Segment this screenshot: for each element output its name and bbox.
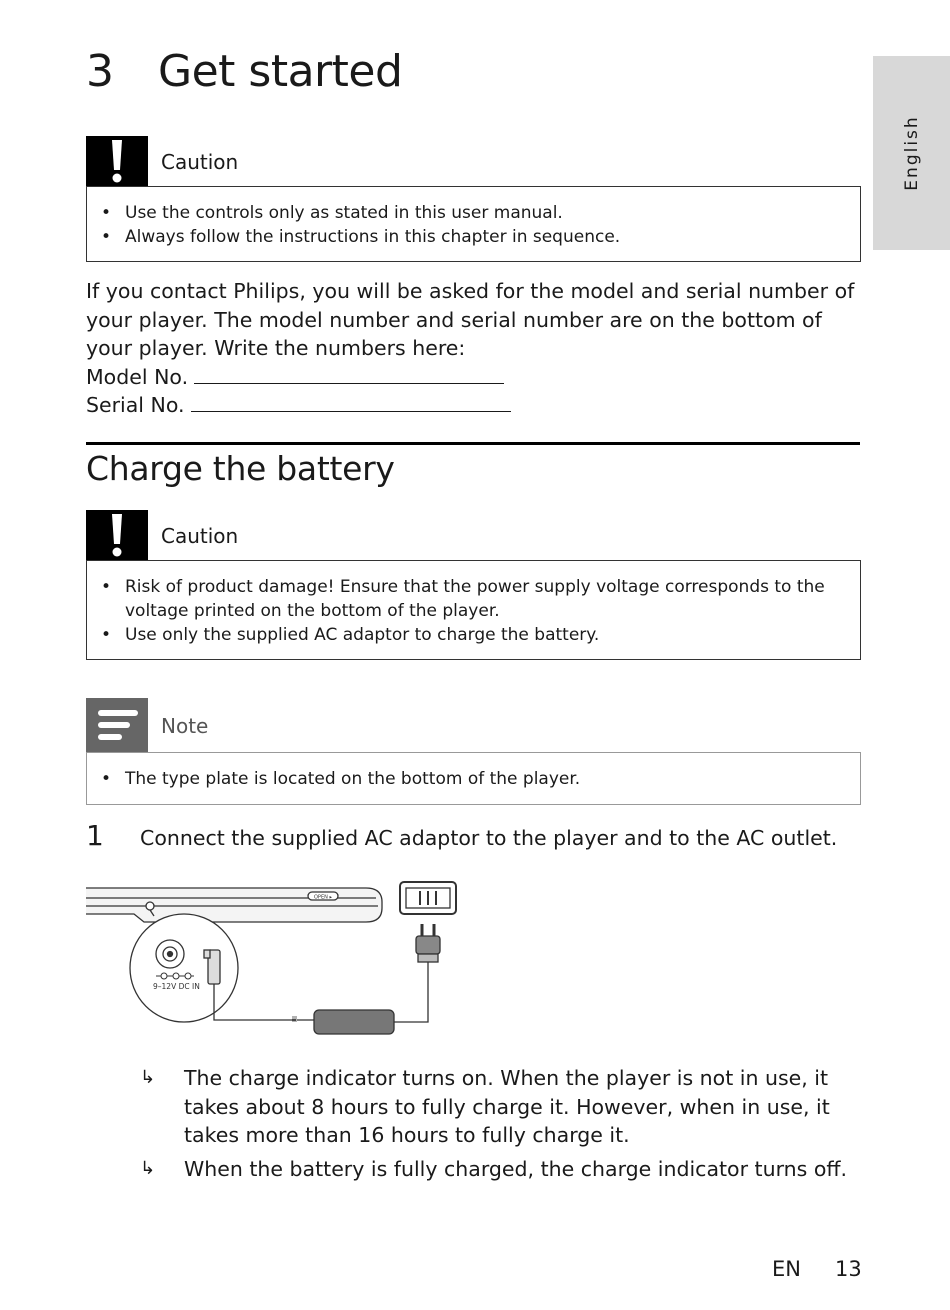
serial-number-line: [191, 391, 511, 412]
footer-language: EN: [772, 1257, 801, 1281]
result-text: When the battery is fully charged, the charge indicator turns off.: [184, 1156, 848, 1181]
caution-box: [86, 186, 861, 262]
note-label: Note: [161, 714, 209, 738]
result-item: [140, 1155, 860, 1184]
section-divider: [86, 442, 860, 445]
intro-paragraph: [86, 277, 856, 420]
caution-icon: [86, 136, 148, 186]
serial-number-row: [86, 391, 856, 420]
model-number-row: [86, 363, 856, 392]
intro-text: If you contact Philips, you will be asked for the model and serial number of your player. The model number and serial number are on the bottom of your player. Write the numbers here:: [86, 279, 855, 361]
list-item: • Use the controls only as stated in this user manual.: [87, 201, 860, 225]
chapter-number: 3: [86, 46, 114, 97]
note-box: [86, 752, 861, 805]
result-list: [140, 1064, 860, 1188]
list-item: • Risk of product damage! Ensure that the power supply voltage corresponds to the voltage printed on the bottom of the player.: [87, 575, 860, 623]
result-arrow-icon: ↳: [140, 1157, 156, 1179]
serial-number-label: Serial No.: [86, 393, 185, 418]
language-tab: [873, 56, 950, 250]
list-item: • Always follow the instructions in this chapter in sequence.: [87, 225, 860, 249]
result-item: [140, 1064, 860, 1150]
result-arrow-icon: ↳: [140, 1067, 156, 1088]
note-icon: [86, 698, 148, 752]
model-number-line: [194, 363, 504, 384]
caution-label: Caution: [161, 524, 239, 548]
open-label: OPEN ▸: [314, 894, 332, 901]
model-number-label: Model No.: [86, 364, 189, 389]
caution-icon: [86, 510, 148, 560]
chapter-title: [86, 44, 402, 100]
charging-diagram: [84, 878, 464, 1042]
section-title: Charge the battery: [86, 449, 395, 488]
dc-in-label: 9–12V DC IN: [153, 982, 200, 991]
step-number: 1: [86, 819, 104, 852]
language-tab-label: English: [901, 115, 922, 191]
list-item: • The type plate is located on the bottom of the player.: [87, 767, 860, 791]
chapter-title-text: Get started: [158, 46, 403, 97]
step-text: Connect the supplied AC adaptor to the player and to the AC outlet.: [140, 826, 838, 850]
caution-label: Caution: [161, 150, 239, 174]
result-text: The charge indicator turns on. When the player is not in use, it takes about 8 hours to fully charge it. However, when in use, it takes more than 16 hours to fully charge it.: [184, 1066, 830, 1148]
page-number: 13: [835, 1257, 862, 1281]
caution-box: [86, 560, 861, 660]
list-item: • Use only the supplied AC adaptor to charge the battery.: [87, 623, 860, 647]
